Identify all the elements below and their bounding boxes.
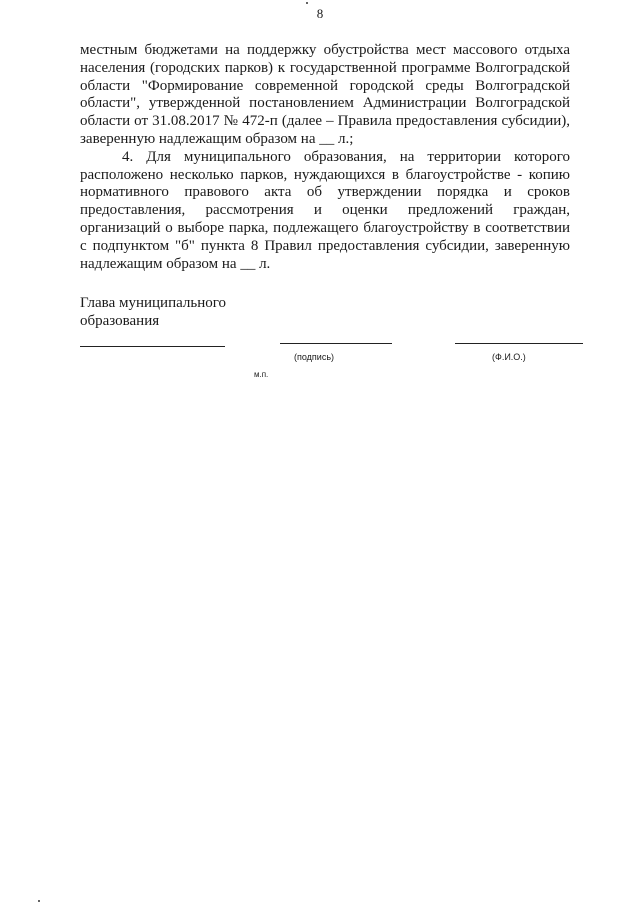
page-number: 8 <box>316 6 324 21</box>
name-line <box>455 343 583 344</box>
position-line <box>80 346 225 347</box>
signature-title-line-2: образования <box>80 313 160 329</box>
scan-speck-top <box>306 2 308 4</box>
paragraph-item-4: 4. Для муниципального образования, на территории которого расположено несколько парков, нуждающихся в благоустройстве - копию нормативного правового акта об утверждении порядка и сроков предоставления, рассмотрения и оценки предложений граждан, организаций о выборе парка, подлежащего благоустройству в соответствии с подпунктом "б" пункта 8 Правил предоставления субсидии, заверенную надлежащим образом на __ л. <box>80 148 570 272</box>
signature-block-title <box>80 294 300 330</box>
signature-title-line-1: Глава муниципального <box>80 295 227 311</box>
signature-line <box>280 343 392 344</box>
signature-caption: (подпись) <box>294 352 335 362</box>
stamp-place-label: м.п. <box>254 370 269 379</box>
name-caption: (Ф.И.О.) <box>492 352 526 362</box>
scan-speck-bottom <box>38 900 40 902</box>
paragraph-continuation: местным бюджетами на поддержку обустройства мест массового отдыха населения (городских парков) к государственной программе Волгоградской области "Формирование современной городской среды Волгоградской области", утвержденной постановлением Администрации Волгоградской области от 31.08.2017 № 472-п (далее – Правила предоставления субсидии), заверенную надлежащим образом на __ л.; <box>80 42 570 147</box>
document-body <box>80 42 570 273</box>
